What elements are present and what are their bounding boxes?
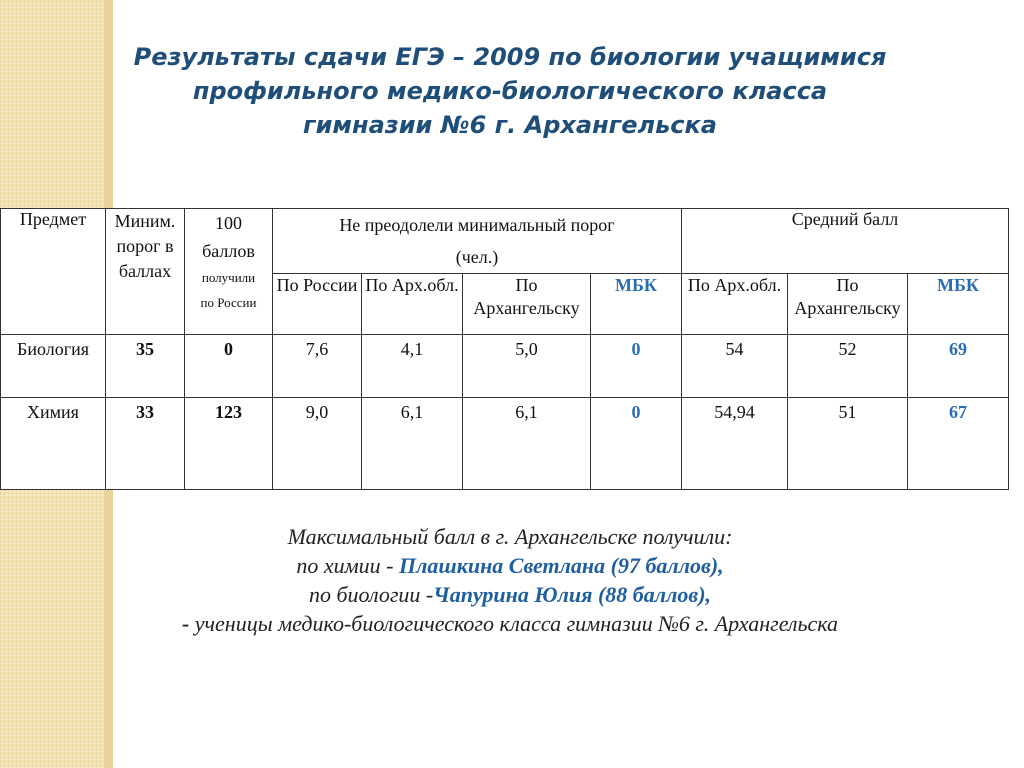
notes-bio-name: Чапурина Юлия (88 баллов),	[433, 582, 712, 607]
cell-min: 35	[106, 335, 185, 398]
notes-line-4-text: ученицы медико-биологического класса гимназии №6 г. Архангельска	[194, 611, 839, 636]
subheader-avg-arh-city-line-2: Архангельску	[794, 298, 901, 318]
notes-line-3	[30, 580, 990, 609]
cell-avg-arh-obl: 54,94	[682, 398, 788, 490]
header-subject: Предмет	[1, 209, 106, 335]
cell-arh-obl: 6,1	[362, 398, 463, 490]
cell-arh-city: 6,1	[463, 398, 591, 490]
table-row	[1, 335, 1009, 398]
subheader-avg-arh-city-line-1: По	[836, 275, 859, 295]
subheader-avg-arh-city	[788, 274, 908, 335]
header-not-passed	[273, 209, 682, 274]
header-min-threshold	[106, 209, 185, 335]
cell-avg-arh-city: 52	[788, 335, 908, 398]
header-row	[1, 209, 1009, 274]
cell-mbk: 0	[591, 398, 682, 490]
table-row	[1, 398, 1009, 490]
title-line-1: Результаты сдачи ЕГЭ – 2009 по биологии учащимися	[133, 43, 887, 71]
subheader-arh-city	[463, 274, 591, 335]
slide-title	[40, 40, 980, 142]
subheader-arh-city-line-2: Архангельску	[473, 298, 580, 318]
notes-chem-prefix: по химии -	[296, 553, 399, 578]
results-table	[0, 208, 1009, 490]
cell-hundred: 0	[185, 335, 273, 398]
header-min-line-3: баллах	[118, 261, 172, 281]
cell-arh-city: 5,0	[463, 335, 591, 398]
notes-dash: -	[181, 611, 195, 636]
header-hundred-line-2: баллов	[202, 241, 255, 261]
header-hundred-line-4: по России	[200, 295, 257, 310]
header-min-line-1: Миним.	[114, 211, 176, 231]
notes-line-1: Максимальный балл в г. Архангельске получили:	[287, 524, 733, 549]
notes-line-2	[30, 551, 990, 580]
notes-chem-name: Плашкина Светлана (97 баллов),	[398, 553, 724, 578]
header-hundred-points	[185, 209, 273, 335]
title-line-2: профильного медико-биологического класса	[192, 77, 828, 105]
subheader-russia: По России	[273, 274, 362, 335]
cell-russia: 9,0	[273, 398, 362, 490]
subheader-mbk: МБК	[591, 274, 682, 335]
title-line-3: гимназии №6 г. Архангельска	[303, 111, 717, 139]
cell-subject: Химия	[1, 398, 106, 490]
cell-avg-arh-city: 51	[788, 398, 908, 490]
subheader-arh-obl: По Арх.обл.	[362, 274, 463, 335]
notes-bio-prefix: по биологии -	[308, 582, 434, 607]
cell-min: 33	[106, 398, 185, 490]
header-hundred-line-1: 100	[215, 213, 242, 233]
cell-subject: Биология	[1, 335, 106, 398]
header-hundred-line-3: получили	[201, 270, 256, 285]
cell-avg-mbk: 69	[908, 335, 1009, 398]
cell-avg-arh-obl: 54	[682, 335, 788, 398]
header-not-passed-line-1: Не преодолели минимальный порог	[339, 215, 615, 235]
subheader-arh-city-line-1: По	[515, 275, 538, 295]
cell-hundred: 123	[185, 398, 273, 490]
header-min-line-2: порог в	[116, 236, 174, 256]
subheader-avg-arh-obl: По Арх.обл.	[682, 274, 788, 335]
cell-arh-obl: 4,1	[362, 335, 463, 398]
cell-mbk: 0	[591, 335, 682, 398]
cell-russia: 7,6	[273, 335, 362, 398]
header-not-passed-line-2: (чел.)	[455, 247, 499, 267]
notes-line-4	[30, 609, 990, 638]
subheader-avg-mbk: МБК	[908, 274, 1009, 335]
notes-block	[30, 522, 990, 638]
header-average: Средний балл	[682, 209, 1009, 274]
cell-avg-mbk: 67	[908, 398, 1009, 490]
